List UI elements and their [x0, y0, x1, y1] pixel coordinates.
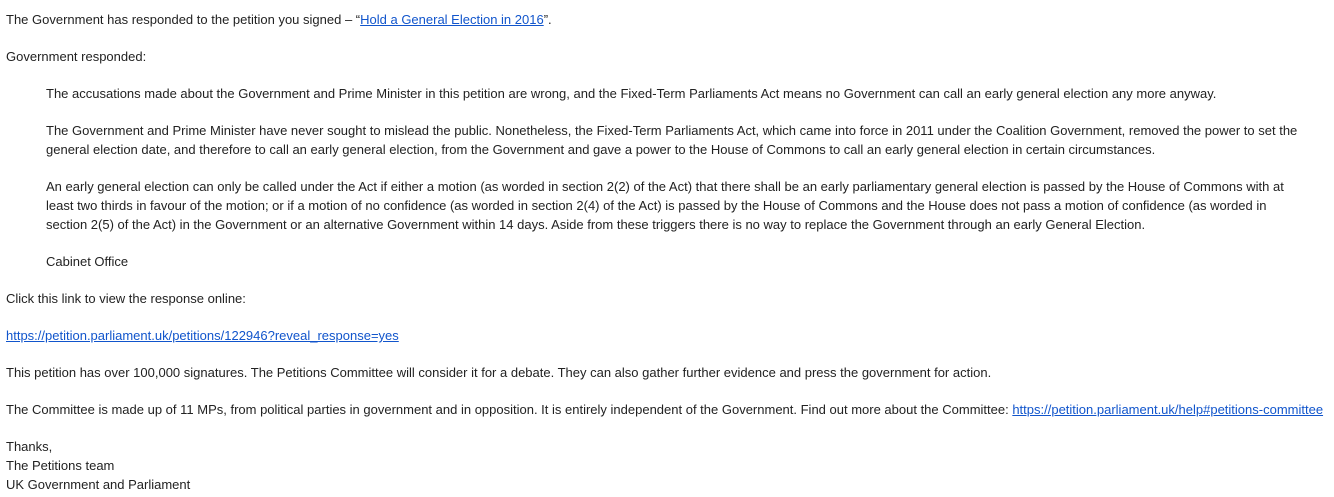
government-responded-label: Government responded: [6, 49, 147, 64]
committee-line [6, 400, 1328, 419]
committee-text: The Committee is made up of 11 MPs, from political parties in government and in opposition. It is entirely independent of the Government. Find out more about the Committee: [6, 402, 1013, 417]
response-link-line [6, 326, 1328, 345]
petition-title-link[interactable]: Hold a General Election in 2016 [360, 12, 544, 27]
view-online-text: Click this link to view the response online: [6, 291, 246, 306]
signatures-text: This petition has over 100,000 signatures. The Petitions Committee will consider it for a debate. They can also gather further evidence and press the government for action. [6, 365, 992, 380]
response-blockquote [46, 84, 1304, 271]
response-signature: Cabinet Office [46, 254, 129, 269]
response-paragraph-2: The Government and Prime Minister have never sought to mislead the public. Nonetheless, the Fixed-Term Parliaments Act, which came into force in 2011 under the Coalition Government, removed the power to set the general election date, and therefore to call an early general election, from the Government and gave a power to the House of Commons to call an early general election in certain circumstances. [46, 123, 1298, 157]
signoff-thanks: Thanks, [6, 439, 53, 454]
response-paragraph-3: An early general election can only be called under the Act if either a motion (as worded in section 2(2) of the Act) that there shall be an early parliamentary general election is passed by the House of Commons with at least two thirds in favour of the motion; or if a motion of no confidence (as worded in section 2(4) of the Act) is passed by the House of Commons and the House does not pass a motion of confidence (as worded in section 2(5) of the Act) in the Government or an alternative Government within 14 days. Aside from these triggers there is no way to replace the Government through an early General Election. [46, 179, 1284, 232]
signoff-team: The Petitions team [6, 458, 115, 473]
intro-prefix: The Government has responded to the petition you signed – “ [6, 12, 361, 27]
committee-link[interactable]: https://petition.parliament.uk/help#petitions-committee [1012, 402, 1324, 417]
intro-line [6, 10, 1328, 29]
response-online-link[interactable]: https://petition.parliament.uk/petitions/122946?reveal_response=yes [6, 328, 399, 343]
response-paragraph-1: The accusations made about the Government and Prime Minister in this petition are wrong, and the Fixed-Term Parliaments Act means no Government can call an early general election any more anyway. [46, 86, 1217, 101]
intro-suffix: ”. [543, 12, 552, 27]
signoff-org: UK Government and Parliament [6, 477, 191, 492]
signoff [6, 437, 1328, 494]
